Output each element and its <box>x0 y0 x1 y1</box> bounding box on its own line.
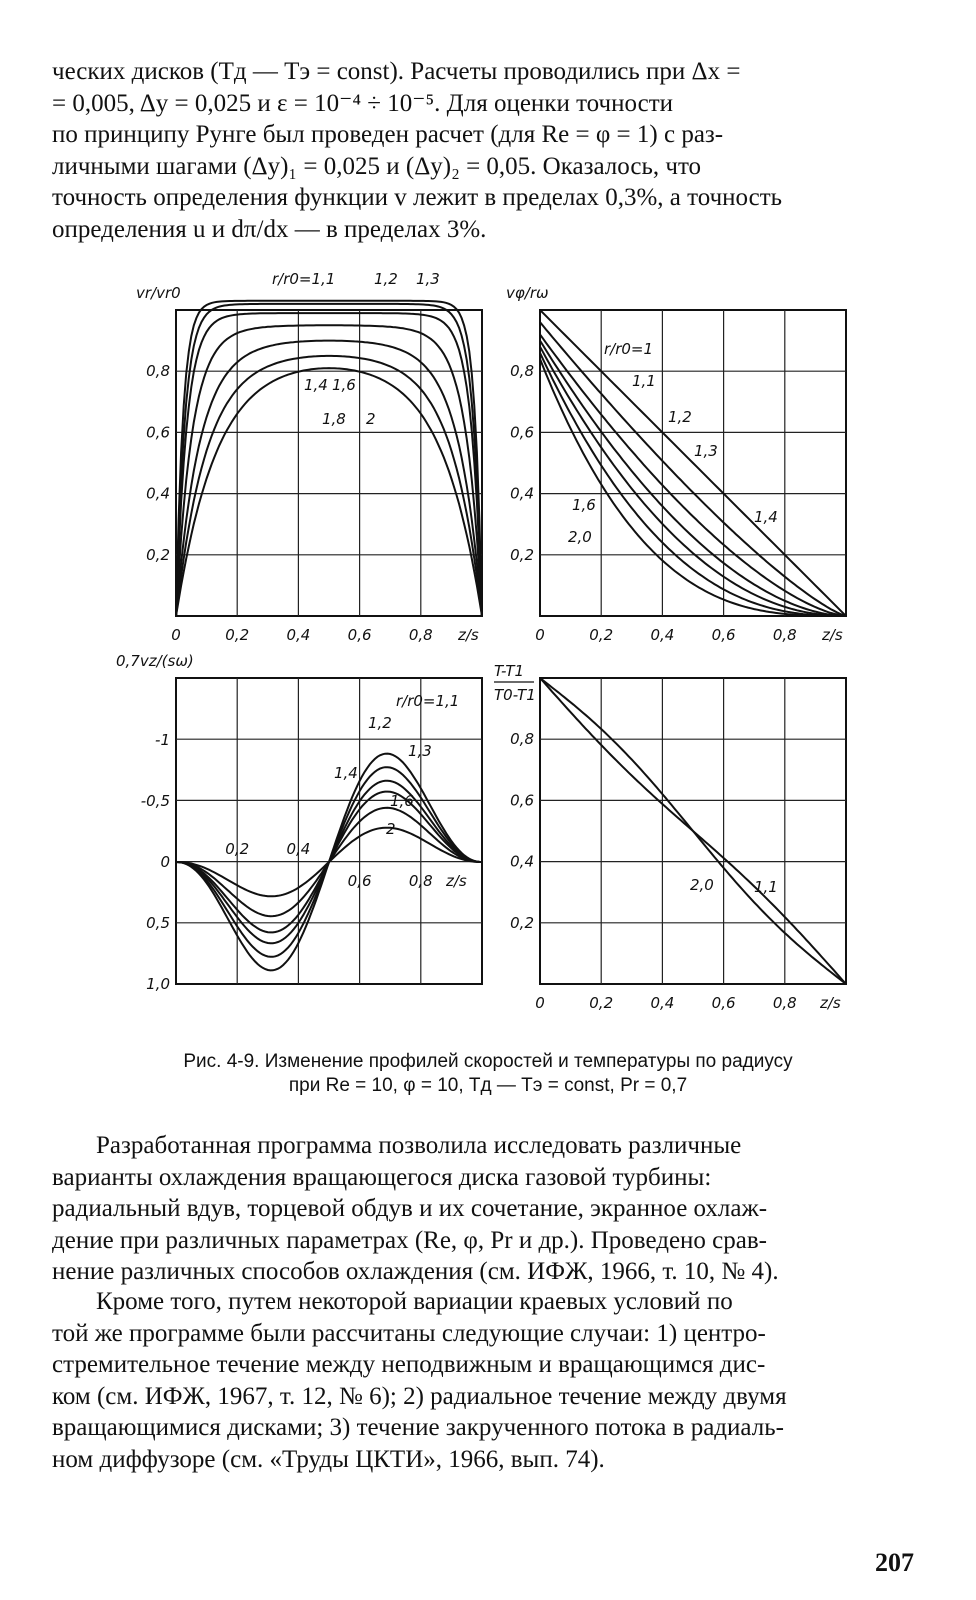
text-line: по принципу Рунге был проведен расчет (для Re = φ = 1) с раз- <box>52 121 724 148</box>
y-tick-label: 0,8 <box>146 362 170 381</box>
curve-label: 1,2 <box>368 714 392 732</box>
caption-line: при Re = 10, φ = 10, Tд — Tэ = const, Pr = 0,7 <box>288 1075 688 1096</box>
curve-label: 1,1 <box>754 878 778 896</box>
vphi-curve <box>540 359 846 616</box>
y-tick-label: 0,4 <box>146 484 170 503</box>
x-tick-label: 0,2 <box>589 626 614 644</box>
text-line: той же программе были рассчитаны следующие случаи: 1) центро- <box>52 1319 766 1347</box>
paragraph-2 <box>52 1130 912 1288</box>
y-tick-label: 0,2 <box>510 545 534 564</box>
y-tick-label: 0,6 <box>146 423 170 442</box>
curve-label: 2,0 <box>568 528 592 546</box>
x-axis-label: z/s <box>446 872 467 890</box>
vphi-curve <box>540 322 846 616</box>
panel-vz <box>116 652 482 993</box>
text-line: Кроме того, путем некоторой вариации краевых условий по <box>96 1288 733 1315</box>
text-line: личными шагами (Δy)₁ = 0,025 и (Δy)₂ = 0,05. Оказалось, что <box>52 152 702 180</box>
y-axis-label: T-T1 <box>494 662 525 680</box>
x-tick-label: 0,2 <box>589 994 614 1012</box>
x-tick-label: 0,6 <box>711 626 736 644</box>
x-tick-label: 0,8 <box>772 626 797 644</box>
y-tick-label: 0,2 <box>146 545 170 564</box>
x-tick-label: 0,4 <box>286 840 311 858</box>
curve-label: 1,6 <box>390 792 414 810</box>
x-tick-label: 0 <box>171 626 181 644</box>
curve-label: r/r0=1,1 <box>272 270 336 288</box>
curve-label: 1,4 <box>754 508 778 526</box>
x-tick-label: 0,8 <box>408 626 433 644</box>
vr-curve <box>176 313 482 616</box>
y-axis-label: vr/vr0 <box>136 284 181 302</box>
x-tick-label: 0,6 <box>347 872 372 890</box>
x-tick-label: 0,4 <box>650 626 675 644</box>
curve-label: 1,4 <box>304 376 328 394</box>
curve-label: 2,0 <box>690 876 714 894</box>
x-axis-label: z/s <box>820 994 841 1012</box>
text-line: = 0,005, Δy = 0,025 и ε = 10⁻⁴ ÷ 10⁻⁵. Для оценки точности <box>52 89 673 117</box>
text-line: точность определения функции v лежит в пределах 0,3%, а точность <box>52 184 783 211</box>
x-tick-label: 0,2 <box>225 840 250 858</box>
curve-label: 2 <box>366 410 376 428</box>
curve-label: 1,3 <box>416 270 440 288</box>
curve-label: 1,1 <box>632 372 656 390</box>
curve-label: r/r0=1 <box>604 340 654 358</box>
text-line: дение при различных параметрах (Re, φ, Pr и др.). Проведено срав- <box>52 1226 767 1254</box>
curve-label: 1,6 <box>572 496 596 514</box>
text-line: вращающимися дисками; 3) течение закрученного потока в радиаль- <box>52 1414 784 1441</box>
curve-label: 2 <box>386 820 396 838</box>
curve-label: 1,3 <box>408 742 432 760</box>
curve-label: 1,6 <box>332 376 356 394</box>
y-tick-label: 0,4 <box>510 484 534 503</box>
page-number: 207 <box>875 1548 914 1577</box>
text-line: стремительное течение между неподвижным и вращающимся дис- <box>52 1351 766 1378</box>
x-tick-label: 0,2 <box>225 626 250 644</box>
caption-line: Рис. 4-9. Изменение профилей скоростей и температуры по радиусу <box>183 1051 793 1072</box>
y-axis-label: T0-T1 <box>494 686 536 704</box>
text-line: радиальный вдув, торцевой обдув и их сочетание, экранное охлаж- <box>52 1195 768 1222</box>
y-tick-label: 0,6 <box>510 423 534 442</box>
temp-curve <box>540 678 846 984</box>
y-tick-label: -0,5 <box>140 792 170 810</box>
text-line: варианты охлаждения вращающегося диска газовой турбины: <box>52 1163 712 1191</box>
curve-label: 1,4 <box>334 764 358 782</box>
vphi-curve <box>540 347 846 616</box>
x-tick-label: 0,6 <box>347 626 372 644</box>
y-tick-label: -1 <box>155 731 170 749</box>
x-tick-label: 0 <box>535 994 545 1012</box>
vr-curve <box>176 304 482 616</box>
panel-vphi <box>506 284 846 644</box>
vr-curve <box>176 301 482 616</box>
text-line: Разработанная программа позволила исследовать различные <box>96 1132 742 1159</box>
y-tick-label: 0,8 <box>510 362 534 381</box>
y-tick-label: 0,5 <box>146 914 170 932</box>
y-tick-label: 0 <box>160 853 170 871</box>
y-axis-label: vφ/rω <box>506 284 549 302</box>
y-tick-label: 0,8 <box>510 730 534 749</box>
panel-vr <box>136 270 482 644</box>
curve-label: 1,2 <box>668 408 692 426</box>
vr-curve <box>176 356 482 616</box>
y-tick-label: 0,4 <box>510 852 534 871</box>
y-tick-label: 1,0 <box>146 975 170 993</box>
vphi-curve <box>540 353 846 616</box>
x-axis-label: z/s <box>822 626 843 644</box>
curve-label: 1,3 <box>694 442 718 460</box>
x-tick-label: 0,8 <box>772 994 797 1012</box>
text-line: нение различных способов охлаждения (см. ИФЖ, 1966, т. 10, № 4). <box>52 1258 779 1285</box>
x-axis-label: z/s <box>458 626 479 644</box>
x-tick-label: 0,4 <box>650 994 675 1012</box>
curve-label: 1,8 <box>322 410 346 428</box>
panel-temp <box>494 662 846 1012</box>
text-line: определения u и dπ/dx — в пределах 3%. <box>52 215 487 243</box>
curve-label: r/r0=1,1 <box>396 692 460 710</box>
vphi-curve <box>540 341 846 616</box>
vr-curve <box>176 368 482 616</box>
x-tick-label: 0 <box>535 626 545 644</box>
curve-label: 1,2 <box>374 270 398 288</box>
y-axis-label: 0,7vz/(sω) <box>116 652 194 670</box>
text-line: ческих дисков (Tд — Tэ = const). Расчеты проводились при Δx = <box>52 58 741 85</box>
x-tick-label: 0,6 <box>711 994 736 1012</box>
text-line: ком (см. ИФЖ, 1967, т. 12, № 6); 2) радиальное течение между двумя <box>52 1382 787 1410</box>
paragraph-3 <box>52 1286 912 1475</box>
vr-curve <box>176 341 482 616</box>
figure-caption <box>100 1050 876 1098</box>
y-tick-label: 0,2 <box>510 913 534 932</box>
x-tick-label: 0,4 <box>286 626 311 644</box>
y-tick-label: 0,6 <box>510 791 534 810</box>
text-line: ном диффузоре (см. «Труды ЦКТИ», 1966, вып. 74). <box>52 1445 605 1473</box>
x-tick-label: 0,8 <box>408 872 433 890</box>
